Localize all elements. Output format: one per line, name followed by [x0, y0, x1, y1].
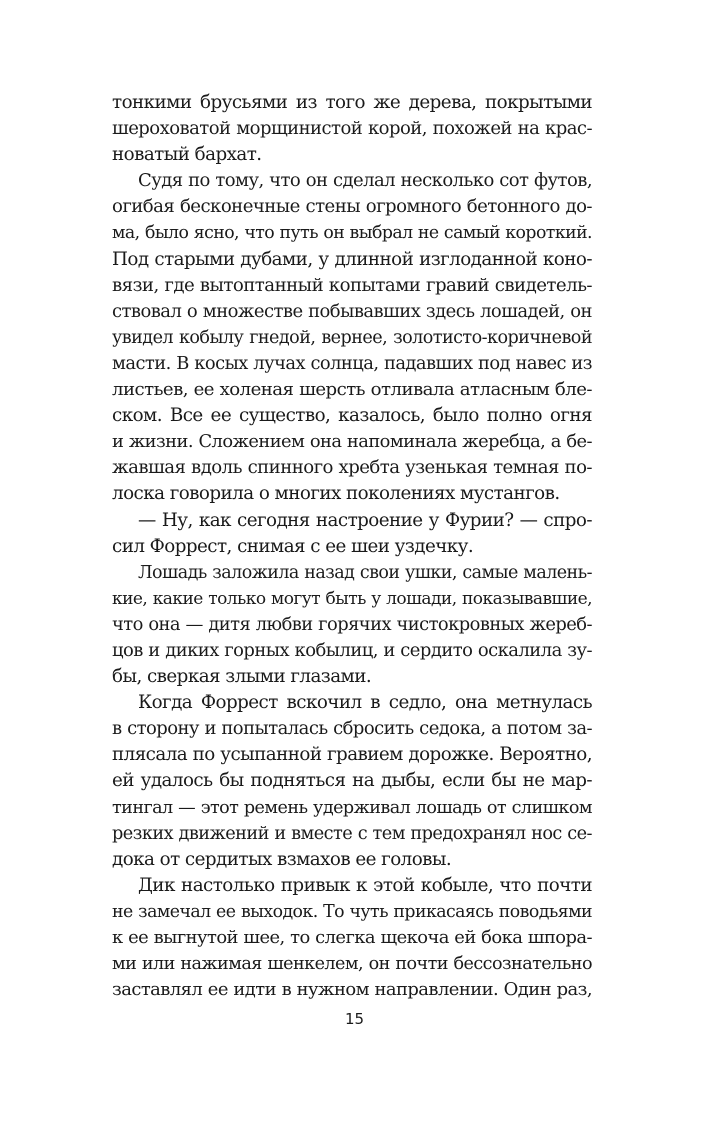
text-line: и жизни. Сложением она напоминала жеребца, а бе- [112, 431, 592, 453]
text-line: жавшая вдоль спинного хребта узенькая темная по- [112, 457, 592, 479]
text-line: увидел кобылу гнедой, вернее, золотисто-коричневой [112, 327, 592, 348]
text-line: тингал — этот ремень удерживал лошадь от слишком [112, 797, 592, 818]
text-line: цов и диких горных кобылиц, и сердито оскалила зу- [112, 639, 592, 661]
text-line: ском. Все ее существо, казалось, было полно огня [112, 405, 592, 427]
text-line: Когда Форрест вскочил в седло, она метнулась [138, 692, 592, 714]
page-number: 15 [344, 1010, 365, 1028]
text-line: дока от сердитых взмахов ее головы. [112, 848, 452, 870]
text-line: листьев, ее холеная шерсть отливала атласным бле- [112, 379, 592, 401]
text-line: Дик настолько привык к этой кобыле, что почти [138, 874, 592, 896]
text-line: к ее выгнутой шее, то слегка щекоча ей бока шпора- [112, 927, 592, 948]
text-line: что она — дитя любви горячих чистокровных жереб- [112, 613, 592, 635]
text-line: бы, сверкая злыми глазами. [112, 666, 372, 688]
text-line: масти. В косых лучах солнца, падавших под навес из [112, 352, 592, 374]
text-line: кие, какие только могут быть у лошади, показывавшие, [112, 588, 592, 609]
text-line: тонкими брусьями из того же дерева, покрытыми [112, 92, 592, 113]
text-line: ми или нажимая шенкелем, он почти бессознательно [112, 954, 592, 975]
text-line: огибая бесконечные стены огромного бетонного до- [112, 196, 592, 218]
text-line: не замечал ее выходок. То чуть прикасаясь поводьями [112, 901, 592, 922]
text-line: лоска говорила о многих поколениях мустангов. [112, 483, 560, 505]
text-line: заставлял ее идти в нужном направлении. Один раз, [112, 979, 592, 1001]
text-line: сил Форрест, снимая с ее шеи уздечку. [112, 535, 474, 557]
text-line: — Ну, как сегодня настроение у Фурии? — спро- [138, 509, 592, 531]
text-line: вязи, где вытоптанный копытами гравий свидетель- [112, 274, 592, 296]
text-line: в сторону и попыталась сбросить седока, а потом за- [112, 718, 592, 740]
body-text [112, 90, 592, 1003]
text-line: ствовал о множестве побывавших здесь лошадей, он [112, 300, 592, 322]
text-line: Под старыми дубами, у длинной изглоданной коно- [112, 248, 592, 270]
text-line: ей удалось бы подняться на дыбы, если бы не мар- [112, 770, 592, 792]
text-line: плясала по усыпанной гравием дорожке. Вероятно, [112, 744, 592, 766]
text-line: новатый бархат. [112, 144, 262, 166]
text-line: Судя по тому, что он сделал несколько сот футов, [138, 170, 592, 192]
text-line: резких движений и вместе с тем предохранял нос се- [112, 823, 592, 844]
text-line: шероховатой морщинистой корой, похожей на крас- [112, 118, 592, 140]
text-line: ма, было ясно, что путь он выбрал не самый короткий. [112, 223, 592, 244]
text-line: Лошадь заложила назад свои ушки, самые малень- [138, 562, 592, 583]
